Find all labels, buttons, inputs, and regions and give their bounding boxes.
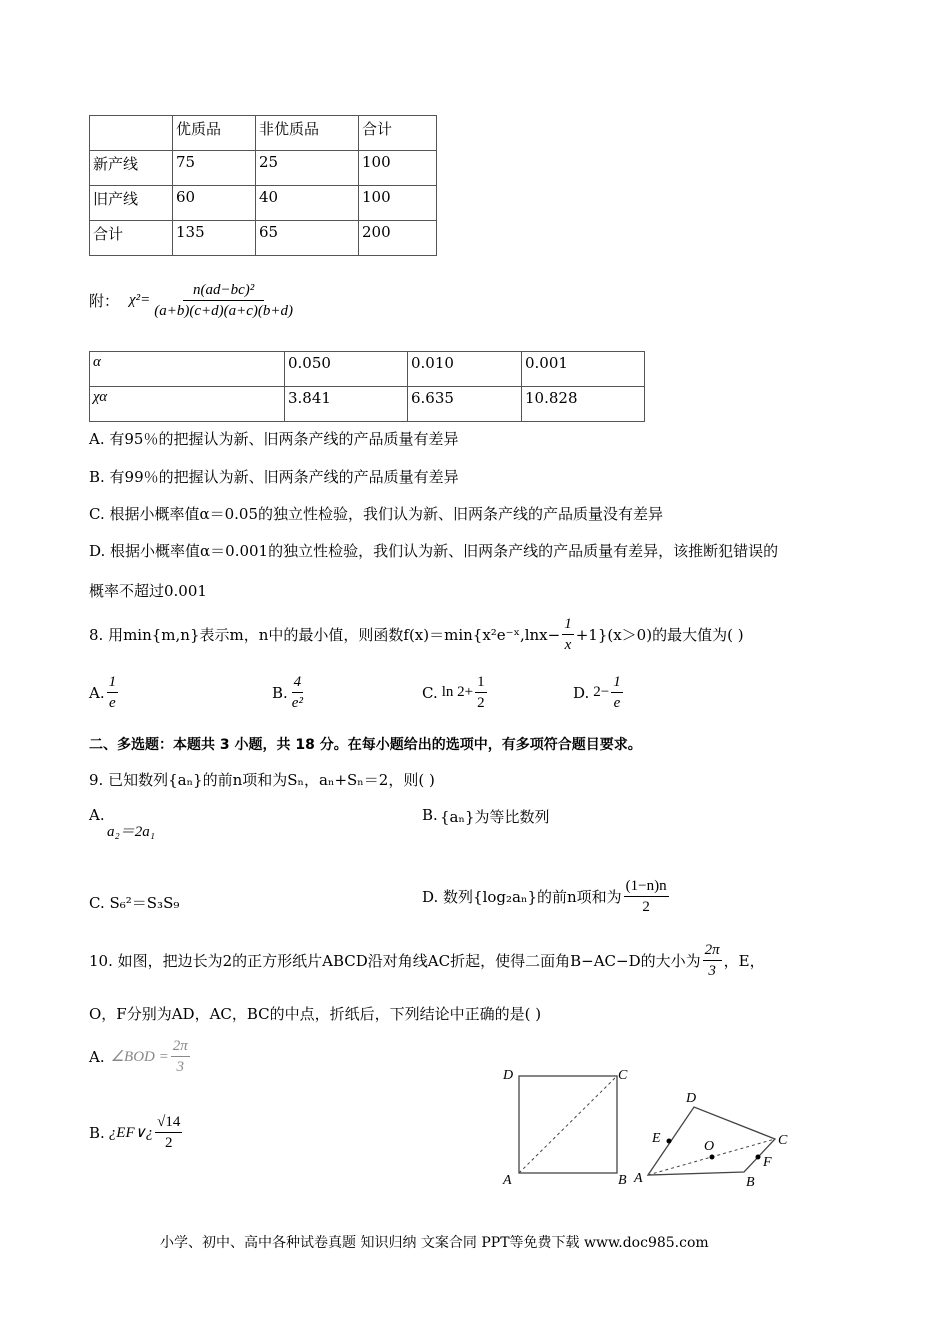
label-a: A (634, 1171, 643, 1186)
option-label: D. (573, 683, 590, 702)
label-d: D (686, 1091, 697, 1106)
q8-stem-text-end: +1}(x＞0)的最大值为( ) (575, 626, 744, 644)
option-fraction (107, 672, 119, 713)
table-cell: 6.635 (408, 387, 522, 422)
q8-stem-text: 8. 用min{m,n}表示m，n中的最小值，则函数f(x)＝min{x²e⁻ˣ,lnx− (89, 626, 561, 644)
option-fraction (171, 1036, 190, 1077)
q10-stem-text: 10. 如图，把边长为2的正方形纸片ABCD沿对角线AC折起，使得二面角B−AC−D的大小为 (89, 952, 701, 970)
option-fraction (290, 672, 305, 713)
q10-stem-line1 (89, 940, 765, 981)
q7-option-a: A. 有95％的把握认为新、旧两条产线的产品质量有差异 (89, 430, 459, 448)
table-cell: 25 (256, 151, 359, 186)
table-cell: 非优质品 (256, 116, 359, 151)
q9-option-c: C. S₆²＝S₃S₉ (89, 894, 180, 912)
table-cell: 旧产线 (90, 186, 173, 221)
fraction-numerator: 2π (703, 940, 722, 961)
q9-option-a-label: A. (89, 806, 105, 824)
label-b: B (746, 1175, 755, 1190)
q10-stem-line2: O，F分别为AD，AC，BC的中点，折纸后，下列结论中正确的是( ) (89, 1005, 542, 1023)
table-cell: 65 (256, 221, 359, 256)
page-footer: 小学、初中、高中各种试卷真题 知识归纳 文案合同 PPT等免费下载 www.doc985.com (160, 1235, 709, 1251)
folding-figure (490, 1060, 810, 1195)
label-c: C (778, 1133, 788, 1148)
option-label: A. (89, 1047, 105, 1066)
label-d: D (503, 1068, 514, 1083)
fraction-numerator: 1 (611, 672, 623, 693)
q10-stem-text-end: ，E， (723, 952, 765, 970)
table-cell: 3.841 (285, 387, 408, 422)
q8-stem (89, 614, 744, 655)
fraction-numerator: 2π (171, 1036, 190, 1057)
option-label: B. (272, 683, 288, 702)
table-row (90, 116, 437, 151)
table-cell: 75 (173, 151, 256, 186)
option-label: C. (422, 683, 438, 702)
fraction-numerator: 4 (292, 672, 304, 693)
folded-diagram (633, 1091, 788, 1190)
fraction-denominator: 3 (708, 963, 716, 979)
q9-option-b-label: B. (422, 806, 438, 824)
q8-option-c (422, 672, 489, 713)
table-cell: 优质品 (173, 116, 256, 151)
table-row (90, 151, 437, 186)
q8-option-b (272, 672, 307, 713)
appendix-label: 附： (89, 292, 120, 310)
q9-stem: 9. 已知数列{aₙ}的前n项和为Sₙ，aₙ+Sₙ＝2，则( ) (89, 771, 435, 789)
fraction-numerator: 1 (107, 672, 119, 693)
table-cell: χα (90, 387, 285, 422)
label-a: A (503, 1173, 512, 1188)
label-o: O (704, 1139, 715, 1154)
table-row (90, 186, 437, 221)
critical-value-table (89, 351, 645, 422)
fraction-denominator: 2 (642, 899, 650, 915)
option-fraction (611, 672, 623, 713)
table-cell: 合计 (359, 116, 437, 151)
fraction-numerator: 1 (562, 614, 574, 635)
option-text: ln 2+ (441, 684, 474, 700)
option-label: A. (89, 683, 105, 702)
quality-table (89, 115, 437, 256)
fraction-denominator: 3 (176, 1059, 185, 1075)
appendix-formula (89, 280, 297, 321)
q8-option-a (89, 672, 120, 713)
fraction-numerator: √14 (155, 1112, 182, 1133)
table-cell (90, 116, 173, 151)
table-cell: 合计 (90, 221, 173, 256)
q10-option-a (89, 1036, 192, 1077)
table-cell: 200 (359, 221, 437, 256)
table-cell: 新产线 (90, 151, 173, 186)
option-fraction (475, 672, 487, 713)
option-fraction (155, 1112, 182, 1153)
option-text: ¿EF∨¿ (108, 1125, 154, 1141)
formula-denominator: (a+b)(c+d)(a+c)(b+d) (154, 303, 293, 319)
chi-square-symbol: χ²= (129, 292, 151, 308)
option-text: D. 数列{log₂aₙ}的前n项和为 (422, 888, 622, 906)
q9-option-b-text: {aₙ}为等比数列 (440, 808, 550, 826)
table-row (90, 352, 645, 387)
fraction-numerator: (1−n)n (624, 876, 669, 897)
table-cell: 60 (173, 186, 256, 221)
option-fraction (624, 876, 669, 917)
table-row (90, 387, 645, 422)
fraction-denominator: e (109, 695, 116, 711)
table-cell: 100 (359, 151, 437, 186)
fraction-denominator: 2 (164, 1135, 173, 1151)
label-e: E (652, 1131, 661, 1146)
q7-option-c: C. 根据小概率值α＝0.05的独立性检验，我们认为新、旧两条产线的产品质量没有差异 (89, 505, 664, 523)
q10-option-b (89, 1112, 184, 1153)
table-cell: 0.050 (285, 352, 408, 387)
fraction-denominator: x (564, 637, 572, 653)
label-c: C (618, 1068, 628, 1083)
q7-option-d-cont: 概率不超过0.001 (89, 582, 207, 600)
table-cell: 135 (173, 221, 256, 256)
table-cell: 40 (256, 186, 359, 221)
table-cell: 100 (359, 186, 437, 221)
table-cell: 0.010 (408, 352, 522, 387)
q9-option-a-text: a₂＝2a₁ (107, 824, 155, 840)
q8-option-d (573, 672, 625, 713)
q9-option-d (422, 876, 671, 917)
chi-square-fraction (152, 280, 295, 321)
section-heading: 二、多选题：本题共 3 小题，共 18 分。在每小题给出的选项中，有多项符合题目要求。 (89, 737, 642, 753)
fraction-denominator: e (613, 695, 621, 711)
q8-stem-fraction (562, 614, 574, 655)
fraction-denominator: e² (291, 695, 303, 711)
label-f: F (763, 1155, 772, 1170)
square-diagram (502, 1068, 628, 1188)
table-cell: 10.828 (522, 387, 645, 422)
q10-stem-fraction (703, 940, 722, 981)
q7-option-d: D. 根据小概率值α＝0.001的独立性检验，我们认为新、旧两条产线的产品质量有差异，该推断犯错误的 (89, 542, 779, 560)
formula-numerator: n(ad−bc)² (183, 280, 264, 301)
fraction-numerator: 1 (475, 672, 487, 693)
q7-option-b: B. 有99％的把握认为新、旧两条产线的产品质量有差异 (89, 468, 459, 486)
option-label: B. (89, 1123, 105, 1142)
table-cell: 0.001 (522, 352, 645, 387)
table-row (90, 221, 437, 256)
label-b: B (618, 1173, 627, 1188)
table-cell: α (90, 352, 285, 387)
fraction-denominator: 2 (477, 695, 485, 711)
option-text: ∠BOD = (110, 1049, 169, 1065)
option-text: 2− (593, 684, 610, 700)
